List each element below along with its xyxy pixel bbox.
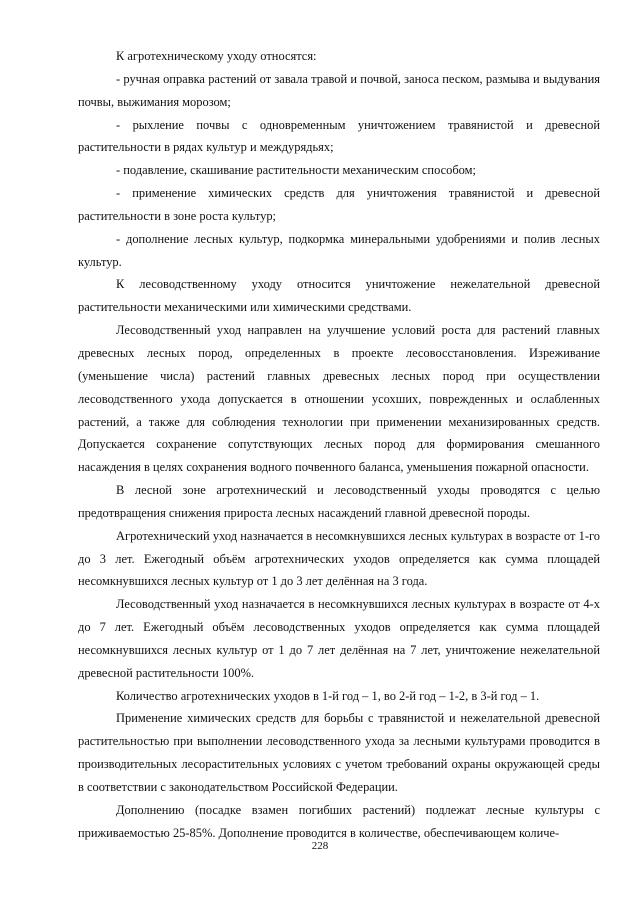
paragraph-agrotech-intro: К агротехническому уходу относятся: <box>116 49 317 63</box>
paragraph-silvicultural-assignment: Лесоводственный уход назначается в несомкнувшихся лесных культурах в возрасте от 4-х до 7 лет. Ежегодный объём лесоводственных уходов определяется как сумма площадей несомкнувшихся лесных культур от 1 до 7 лет делённая на 7 лет, уничтожение нежелательной древесной растительности 100%. <box>78 597 600 680</box>
paragraph-supplementation: Дополнению (посадке взамен погибших растений) подлежат лесные культуры с приживаемостью 25-85%. Дополнение проводится в количестве, обеспечивающем количе- <box>78 802 600 840</box>
list-item-supplement: - дополнение лесных культур, подкормка минеральными удобрениями и полив лесных культур. <box>78 231 600 269</box>
paragraph-silvicultural-definition: К лесоводственному уходу относится уничтожение нежелательной древесной растительности механическими или химическими средствами. <box>78 277 600 315</box>
list-item-mowing: - подавление, скашивание растительности механическим способом; <box>116 163 476 178</box>
paragraph-silvicultural-purpose: Лесоводственный уход направлен на улучшение условий роста для растений главных древесных лесных пород, определенных в проекте лесовосстановления. Изреживание (уменьшение числа) растений главных древесных лесных пород при осуществлении лесоводственного ухода допускается в отношении усохших, поврежденных и ослабленных растений, а также для соблюдения технологии при применении механизированных средств. Допускается сохранение сопутствующих лесных пород для формирования смешанного насаждения в целях сохранения водного почвенного баланса, уменьшения пожарной опасности. <box>78 323 600 475</box>
list-item-loosening: - рыхление почвы с одновременным уничтожением травянистой и древесной растительности в рядах культур и междурядьях; <box>78 117 600 155</box>
page-number: 228 <box>311 840 329 852</box>
paragraph-agrotech-assignment: Агротехнический уход назначается в несомкнувшихся лесных культурах в возрасте от 1-го до 3 лет. Ежегодный объём агротехнических уходов определяется как сумма площадей несомкнувшихся лесных культур от 1 до 3 лет делённая на 3 года. <box>78 528 600 589</box>
list-item-chemicals: - применение химических средств для уничтожения травянистой и древесной растительности в зоне роста культур; <box>78 186 600 223</box>
paragraph-forest-zone: В лесной зоне агротехнический и лесоводственный уходы проводятся с целью предотвращения снижения прироста лесных насаждений главной древесной породы. <box>78 483 600 520</box>
paragraph-chemical-application: Применение химических средств для борьбы с травянистой и нежелательной древесной растительностью при выполнении лесоводственного ухода за лесными культурами проводится в производительных лесорастительных условиях с учетом требований охраны окружающей среды в соответствии с законодательством Российской Федерации. <box>78 711 600 794</box>
body-text <box>78 45 600 845</box>
list-item-manual-straightening: - ручная оправка растений от завала травой и почвой, заноса песком, размыва и выдувания почвы, выжимания морозом; <box>78 71 600 109</box>
paragraph-agrotech-count: Количество агротехнических уходов в 1-й год – 1, во 2-й год – 1-2, в 3-й год – 1. <box>116 688 540 703</box>
